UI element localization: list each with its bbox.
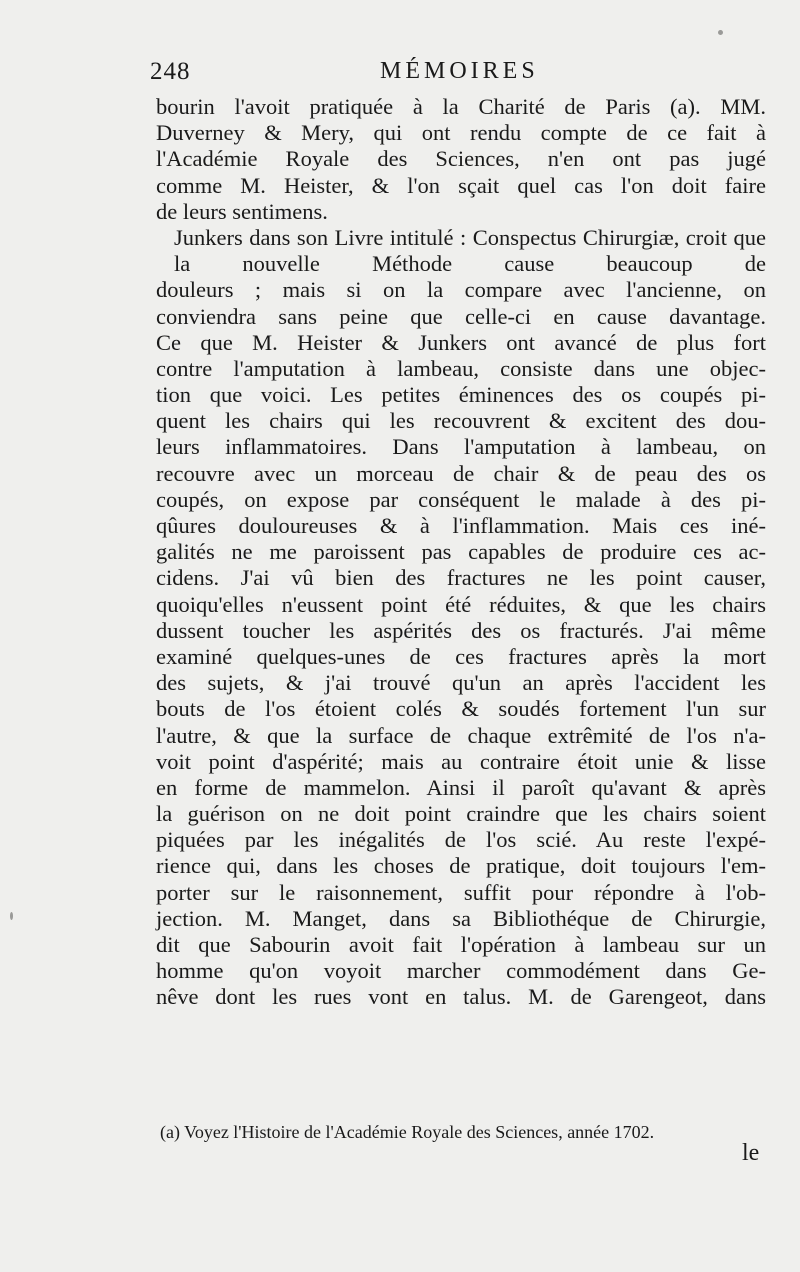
text-line: coupés, on expose par conséquent le malade à des pi- [156,486,766,512]
text-line: dussent toucher les aspérités des os fracturés. J'ai même [156,617,766,643]
text-line: qûures douloureuses & à l'inflammation. Mais ces iné- [156,513,766,539]
text-line: douleurs ; mais si on la compare avec l'ancienne, on [156,277,766,303]
text-line: tion que voici. Les petites éminences des os coupés pi- [156,382,766,408]
page-header [150,58,750,92]
catchword: le [742,1140,760,1166]
text-line: quent les chairs qui les recouvrent & excitent des dou- [156,408,766,434]
text-line: l'Académie Royale des Sciences, n'en ont pas jugé [156,146,766,172]
text-line: homme qu'on voyoit marcher commodément dans Ge- [156,958,766,984]
text-line: Ce que M. Heister & Junkers ont avancé de plus fort [156,329,766,355]
text-line: leurs inflammatoires. Dans l'amputation à lambeau, on [156,434,766,460]
text-line: piquées par les inégalités de l'os scié. Au reste l'expé- [156,827,766,853]
text-line: jection. M. Manget, dans sa Bibliothéque de Chirurgie, [156,905,766,931]
text-line: conviendra sans peine que celle-ci en cause davantage. [156,303,766,329]
body-text [156,94,766,1011]
text-line: bourin l'avoit pratiquée à la Charité de Paris (a). MM. [156,94,766,119]
text-line: voit point d'aspérité; mais au contraire étoit unie & lisse [156,748,766,774]
running-title: MÉMOIRES [380,58,539,84]
text-line: porter sur le raisonnement, suffit pour répondre à l'ob- [156,879,766,905]
text-line: Duverney & Mery, qui ont rendu compte de ce fait à [156,120,766,146]
text-line: dit que Sabourin avoit fait l'opération à lambeau sur un [156,932,766,958]
text-line: examiné quelques-unes de ces fractures après la mort [156,643,766,669]
text-line: comme M. Heister, & l'on sçait quel cas l'on doit faire [156,172,766,198]
text-line: l'autre, & que la surface de chaque extrêmité de l'os n'a- [156,722,766,748]
text-line: de leurs sentimens. [156,198,328,224]
text-line: recouvre avec un morceau de chair & de peau des os [156,460,766,486]
ink-speck [718,30,723,35]
text-line: des sujets, & j'ai trouvé qu'un an après l'accident les [156,670,766,696]
text-line: galités ne me paroissent pas capables de produire ces ac- [156,539,766,565]
text-line: quoiqu'elles n'eussent point été réduites, & que les chairs [156,591,766,617]
text-line: bouts de l'os étoient colés & soudés fortement l'un sur [156,696,766,722]
text-line: contre l'amputation à lambeau, consiste dans une objec- [156,355,766,381]
page-number: 248 [150,58,191,85]
text-line: rience qui, dans les choses de pratique, doit toujours l'em- [156,853,766,879]
ink-speck [10,912,13,920]
text-line: Junkers dans son Livre intitulé : Conspectus Chirurgiæ, croit que la nouvelle Méthode cause beaucoup de [174,224,766,277]
text-line: en forme de mammelon. Ainsi il paroît qu'avant & après [156,774,766,800]
text-line: nêve dont les rues vont en talus. M. de Garengeot, dans [156,984,766,1010]
text-line: cidens. J'ai vû bien des fractures ne les point causer, [156,565,766,591]
text-line: la guérison on ne doit point craindre que les chairs soient [156,801,766,827]
footnote: (a) Voyez l'Histoire de l'Académie Royale des Sciences, année 1702. [160,1122,655,1142]
